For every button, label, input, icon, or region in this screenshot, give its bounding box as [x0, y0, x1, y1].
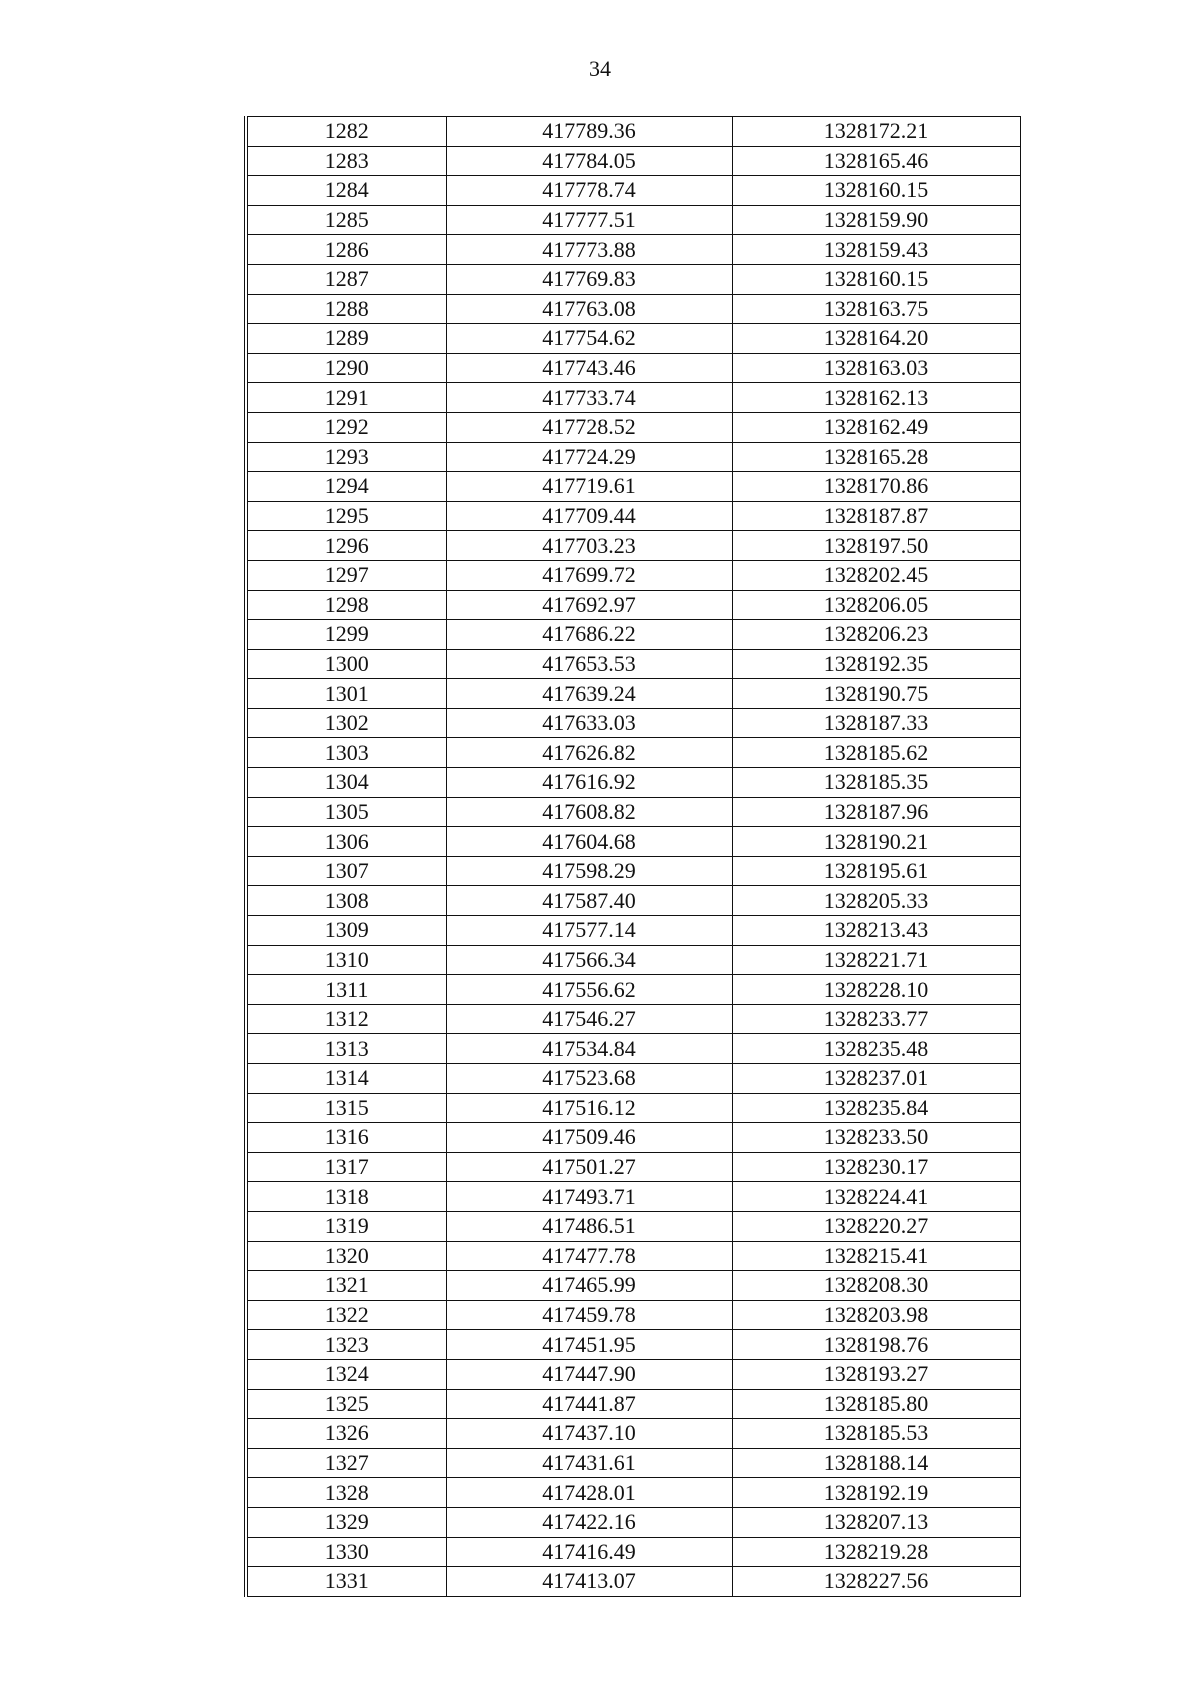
y-coordinate-cell: 1328213.43 [732, 916, 1020, 946]
point-number-cell: 1315 [246, 1093, 446, 1123]
table-row [246, 708, 1020, 738]
coordinates-table-body [246, 117, 1020, 1597]
x-coordinate-cell: 417451.95 [446, 1330, 732, 1360]
table-row [246, 472, 1020, 502]
x-coordinate-cell: 417724.29 [446, 442, 732, 472]
y-coordinate-cell: 1328187.87 [732, 501, 1020, 531]
table-row [246, 560, 1020, 590]
y-coordinate-cell: 1328221.71 [732, 945, 1020, 975]
x-coordinate-cell: 417769.83 [446, 264, 732, 294]
x-coordinate-cell: 417699.72 [446, 560, 732, 590]
point-number-cell: 1304 [246, 768, 446, 798]
y-coordinate-cell: 1328205.33 [732, 886, 1020, 916]
x-coordinate-cell: 417743.46 [446, 353, 732, 383]
table-row [246, 501, 1020, 531]
point-number-cell: 1309 [246, 916, 446, 946]
y-coordinate-cell: 1328164.20 [732, 324, 1020, 354]
table-row [246, 620, 1020, 650]
table-row [246, 324, 1020, 354]
table-row [246, 117, 1020, 147]
point-number-cell: 1330 [246, 1537, 446, 1567]
x-coordinate-cell: 417784.05 [446, 146, 732, 176]
y-coordinate-cell: 1328235.84 [732, 1093, 1020, 1123]
table-row [246, 1093, 1020, 1123]
x-coordinate-cell: 417413.07 [446, 1567, 732, 1597]
y-coordinate-cell: 1328165.46 [732, 146, 1020, 176]
y-coordinate-cell: 1328188.14 [732, 1448, 1020, 1478]
table-row [246, 590, 1020, 620]
x-coordinate-cell: 417653.53 [446, 649, 732, 679]
table-row [246, 1419, 1020, 1449]
y-coordinate-cell: 1328190.75 [732, 679, 1020, 709]
y-coordinate-cell: 1328187.33 [732, 708, 1020, 738]
point-number-cell: 1288 [246, 294, 446, 324]
table-row [246, 827, 1020, 857]
table-row [246, 1507, 1020, 1537]
table-row [246, 1034, 1020, 1064]
x-coordinate-cell: 417639.24 [446, 679, 732, 709]
table-row [246, 649, 1020, 679]
y-coordinate-cell: 1328219.28 [732, 1537, 1020, 1567]
point-number-cell: 1293 [246, 442, 446, 472]
y-coordinate-cell: 1328192.19 [732, 1478, 1020, 1508]
y-coordinate-cell: 1328230.17 [732, 1152, 1020, 1182]
x-coordinate-cell: 417486.51 [446, 1211, 732, 1241]
x-coordinate-cell: 417777.51 [446, 205, 732, 235]
point-number-cell: 1329 [246, 1507, 446, 1537]
point-number-cell: 1307 [246, 856, 446, 886]
table-row [246, 294, 1020, 324]
point-number-cell: 1282 [246, 117, 446, 147]
point-number-cell: 1291 [246, 383, 446, 413]
y-coordinate-cell: 1328160.15 [732, 264, 1020, 294]
table-row [246, 1330, 1020, 1360]
point-number-cell: 1324 [246, 1359, 446, 1389]
y-coordinate-cell: 1328185.62 [732, 738, 1020, 768]
point-number-cell: 1323 [246, 1330, 446, 1360]
table-row [246, 1123, 1020, 1153]
point-number-cell: 1325 [246, 1389, 446, 1419]
x-coordinate-cell: 417709.44 [446, 501, 732, 531]
point-number-cell: 1308 [246, 886, 446, 916]
point-number-cell: 1290 [246, 353, 446, 383]
y-coordinate-cell: 1328198.76 [732, 1330, 1020, 1360]
point-number-cell: 1327 [246, 1448, 446, 1478]
point-number-cell: 1294 [246, 472, 446, 502]
table-row [246, 1448, 1020, 1478]
y-coordinate-cell: 1328185.35 [732, 768, 1020, 798]
x-coordinate-cell: 417587.40 [446, 886, 732, 916]
table-row [246, 1389, 1020, 1419]
point-number-cell: 1318 [246, 1182, 446, 1212]
x-coordinate-cell: 417633.03 [446, 708, 732, 738]
point-number-cell: 1319 [246, 1211, 446, 1241]
y-coordinate-cell: 1328187.96 [732, 797, 1020, 827]
point-number-cell: 1299 [246, 620, 446, 650]
y-coordinate-cell: 1328190.21 [732, 827, 1020, 857]
x-coordinate-cell: 417598.29 [446, 856, 732, 886]
table-row [246, 1567, 1020, 1597]
x-coordinate-cell: 417728.52 [446, 412, 732, 442]
table-row [246, 235, 1020, 265]
y-coordinate-cell: 1328206.23 [732, 620, 1020, 650]
table-row [246, 679, 1020, 709]
y-coordinate-cell: 1328159.43 [732, 235, 1020, 265]
table-row [246, 1537, 1020, 1567]
y-coordinate-cell: 1328195.61 [732, 856, 1020, 886]
x-coordinate-cell: 417778.74 [446, 176, 732, 206]
table-row [246, 1182, 1020, 1212]
table-row [246, 1064, 1020, 1094]
table-row [246, 1359, 1020, 1389]
y-coordinate-cell: 1328224.41 [732, 1182, 1020, 1212]
y-coordinate-cell: 1328159.90 [732, 205, 1020, 235]
x-coordinate-cell: 417773.88 [446, 235, 732, 265]
point-number-cell: 1314 [246, 1064, 446, 1094]
y-coordinate-cell: 1328206.05 [732, 590, 1020, 620]
y-coordinate-cell: 1328208.30 [732, 1271, 1020, 1301]
table-row [246, 1211, 1020, 1241]
point-number-cell: 1328 [246, 1478, 446, 1508]
table-row [246, 264, 1020, 294]
x-coordinate-cell: 417441.87 [446, 1389, 732, 1419]
y-coordinate-cell: 1328165.28 [732, 442, 1020, 472]
y-coordinate-cell: 1328197.50 [732, 531, 1020, 561]
x-coordinate-cell: 417577.14 [446, 916, 732, 946]
table-row [246, 945, 1020, 975]
point-number-cell: 1283 [246, 146, 446, 176]
x-coordinate-cell: 417447.90 [446, 1359, 732, 1389]
point-number-cell: 1292 [246, 412, 446, 442]
y-coordinate-cell: 1328233.77 [732, 1004, 1020, 1034]
x-coordinate-cell: 417626.82 [446, 738, 732, 768]
y-coordinate-cell: 1328192.35 [732, 649, 1020, 679]
y-coordinate-cell: 1328185.80 [732, 1389, 1020, 1419]
table-row [246, 1300, 1020, 1330]
table-row [246, 886, 1020, 916]
x-coordinate-cell: 417566.34 [446, 945, 732, 975]
x-coordinate-cell: 417754.62 [446, 324, 732, 354]
table-row [246, 146, 1020, 176]
y-coordinate-cell: 1328162.13 [732, 383, 1020, 413]
y-coordinate-cell: 1328227.56 [732, 1567, 1020, 1597]
x-coordinate-cell: 417604.68 [446, 827, 732, 857]
table-row [246, 856, 1020, 886]
point-number-cell: 1295 [246, 501, 446, 531]
table-row [246, 738, 1020, 768]
point-number-cell: 1296 [246, 531, 446, 561]
y-coordinate-cell: 1328228.10 [732, 975, 1020, 1005]
table-row [246, 768, 1020, 798]
page-number: 34 [589, 56, 611, 81]
y-coordinate-cell: 1328220.27 [732, 1211, 1020, 1241]
point-number-cell: 1322 [246, 1300, 446, 1330]
point-number-cell: 1285 [246, 205, 446, 235]
x-coordinate-cell: 417763.08 [446, 294, 732, 324]
point-number-cell: 1301 [246, 679, 446, 709]
y-coordinate-cell: 1328193.27 [732, 1359, 1020, 1389]
point-number-cell: 1320 [246, 1241, 446, 1271]
x-coordinate-cell: 417534.84 [446, 1034, 732, 1064]
y-coordinate-cell: 1328237.01 [732, 1064, 1020, 1094]
x-coordinate-cell: 417703.23 [446, 531, 732, 561]
x-coordinate-cell: 417437.10 [446, 1419, 732, 1449]
x-coordinate-cell: 417556.62 [446, 975, 732, 1005]
x-coordinate-cell: 417477.78 [446, 1241, 732, 1271]
x-coordinate-cell: 417422.16 [446, 1507, 732, 1537]
x-coordinate-cell: 417509.46 [446, 1123, 732, 1153]
y-coordinate-cell: 1328203.98 [732, 1300, 1020, 1330]
point-number-cell: 1317 [246, 1152, 446, 1182]
table-row [246, 797, 1020, 827]
y-coordinate-cell: 1328233.50 [732, 1123, 1020, 1153]
x-coordinate-cell: 417416.49 [446, 1537, 732, 1567]
table-row [246, 383, 1020, 413]
point-number-cell: 1302 [246, 708, 446, 738]
table-row [246, 176, 1020, 206]
point-number-cell: 1311 [246, 975, 446, 1005]
point-number-cell: 1316 [246, 1123, 446, 1153]
y-coordinate-cell: 1328163.75 [732, 294, 1020, 324]
point-number-cell: 1312 [246, 1004, 446, 1034]
point-number-cell: 1289 [246, 324, 446, 354]
table-row [246, 442, 1020, 472]
point-number-cell: 1305 [246, 797, 446, 827]
point-number-cell: 1286 [246, 235, 446, 265]
coordinates-table [244, 116, 1021, 1597]
y-coordinate-cell: 1328162.49 [732, 412, 1020, 442]
point-number-cell: 1287 [246, 264, 446, 294]
x-coordinate-cell: 417428.01 [446, 1478, 732, 1508]
y-coordinate-cell: 1328172.21 [732, 117, 1020, 147]
y-coordinate-cell: 1328215.41 [732, 1241, 1020, 1271]
x-coordinate-cell: 417789.36 [446, 117, 732, 147]
point-number-cell: 1310 [246, 945, 446, 975]
x-coordinate-cell: 417616.92 [446, 768, 732, 798]
point-number-cell: 1284 [246, 176, 446, 206]
x-coordinate-cell: 417686.22 [446, 620, 732, 650]
y-coordinate-cell: 1328202.45 [732, 560, 1020, 590]
point-number-cell: 1297 [246, 560, 446, 590]
x-coordinate-cell: 417501.27 [446, 1152, 732, 1182]
x-coordinate-cell: 417493.71 [446, 1182, 732, 1212]
table-row [246, 353, 1020, 383]
table-row [246, 531, 1020, 561]
point-number-cell: 1300 [246, 649, 446, 679]
table-row [246, 1241, 1020, 1271]
x-coordinate-cell: 417459.78 [446, 1300, 732, 1330]
y-coordinate-cell: 1328207.13 [732, 1507, 1020, 1537]
table-row [246, 1004, 1020, 1034]
x-coordinate-cell: 417465.99 [446, 1271, 732, 1301]
y-coordinate-cell: 1328170.86 [732, 472, 1020, 502]
table-row [246, 916, 1020, 946]
x-coordinate-cell: 417431.61 [446, 1448, 732, 1478]
table-row [246, 1271, 1020, 1301]
table-row [246, 205, 1020, 235]
table-row [246, 412, 1020, 442]
x-coordinate-cell: 417516.12 [446, 1093, 732, 1123]
x-coordinate-cell: 417523.68 [446, 1064, 732, 1094]
point-number-cell: 1306 [246, 827, 446, 857]
x-coordinate-cell: 417733.74 [446, 383, 732, 413]
y-coordinate-cell: 1328163.03 [732, 353, 1020, 383]
y-coordinate-cell: 1328185.53 [732, 1419, 1020, 1449]
point-number-cell: 1303 [246, 738, 446, 768]
point-number-cell: 1331 [246, 1567, 446, 1597]
point-number-cell: 1321 [246, 1271, 446, 1301]
x-coordinate-cell: 417692.97 [446, 590, 732, 620]
point-number-cell: 1326 [246, 1419, 446, 1449]
point-number-cell: 1298 [246, 590, 446, 620]
point-number-cell: 1313 [246, 1034, 446, 1064]
x-coordinate-cell: 417546.27 [446, 1004, 732, 1034]
x-coordinate-cell: 417719.61 [446, 472, 732, 502]
x-coordinate-cell: 417608.82 [446, 797, 732, 827]
table-row [246, 975, 1020, 1005]
table-row [246, 1478, 1020, 1508]
table-row [246, 1152, 1020, 1182]
y-coordinate-cell: 1328160.15 [732, 176, 1020, 206]
y-coordinate-cell: 1328235.48 [732, 1034, 1020, 1064]
